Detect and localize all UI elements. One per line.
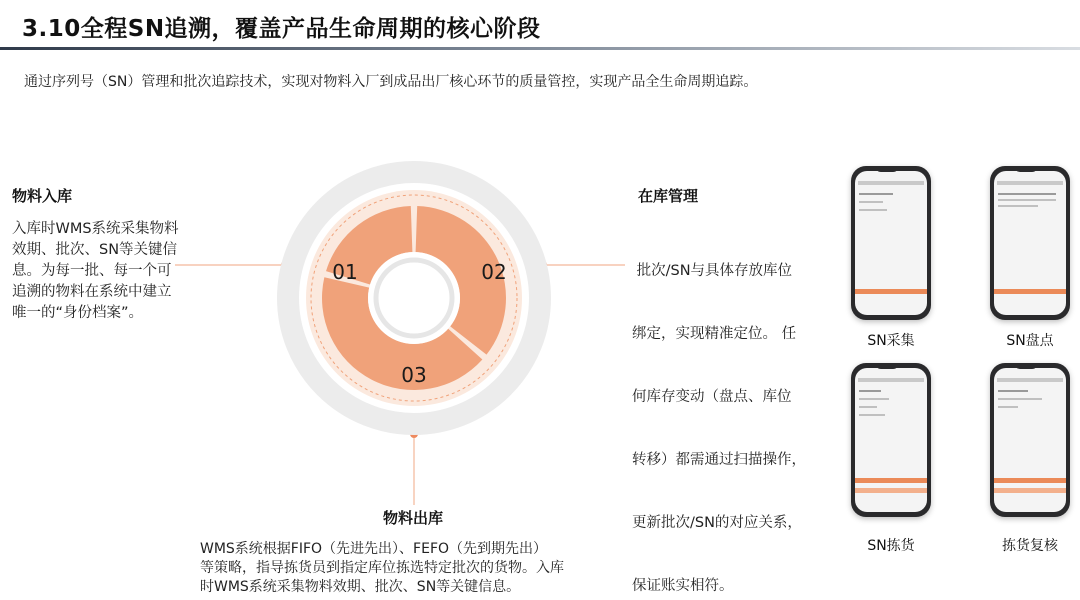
phone-caption: SN拣货 <box>867 538 915 554</box>
phone-sn-inventory-screen <box>990 166 1070 320</box>
segment-label-01: 01 <box>332 260 358 284</box>
phone-caption: SN采集 <box>867 333 915 349</box>
storage-line: 何库存变动（盘点、库位 <box>632 389 792 405</box>
inbound-body <box>12 219 179 324</box>
storage-line: 批次/SN与具体存放库位 <box>632 263 793 279</box>
outbound-title: 物料出库 <box>383 509 444 527</box>
outbound-line: 等策略，指导拣货员到指定库位拣选特定批次的货物。入库 <box>200 560 564 576</box>
storage-line: 更新批次/SN的对应关系， <box>632 515 802 531</box>
phone-caption: SN盘点 <box>1006 333 1054 349</box>
phone-sn-collect-screen <box>851 166 931 320</box>
storage-body <box>632 219 806 600</box>
storage-line: 保证账实相符。 <box>632 578 734 594</box>
page-title: 3.10全程SN追溯，覆盖产品生命周期的核心阶段 <box>22 16 541 42</box>
phone-sn-picking-screen <box>851 363 931 517</box>
center-white-ring <box>368 252 460 344</box>
inbound-line: 追溯的物料在系统中建立 <box>12 284 172 300</box>
storage-line: 转移）都需通过扫描操作， <box>632 452 806 468</box>
phone-caption: 拣货复核 <box>1002 538 1058 554</box>
inbound-title: 物料入库 <box>12 187 73 205</box>
storage-title: 在库管理 <box>638 187 699 205</box>
outbound-body <box>200 540 564 597</box>
inbound-line: 唯一的“身份档案”。 <box>12 305 144 321</box>
inbound-line: 效期、批次、SN等关键信 <box>12 242 178 258</box>
phone-picking-review-screen <box>990 363 1070 517</box>
outbound-line: 时WMS系统采集物料效期、批次、SN等关键信息。 <box>200 579 521 595</box>
segment-label-02: 02 <box>481 260 507 284</box>
outbound-line: WMS系统根据FIFO（先进先出）、FEFO（先到期先出） <box>200 541 548 557</box>
storage-line: 绑定，实现精准定位。 任 <box>632 326 797 342</box>
intro-text: 通过序列号（SN）管理和批次追踪技术，实现对物料入厂到成品出厂核心环节的质量管控，实现产品全生命周期追踪。 <box>24 74 758 90</box>
segment-label-03: 03 <box>401 363 427 387</box>
inbound-line: 入库时WMS系统采集物料 <box>12 221 179 237</box>
inbound-line: 息。为每一批、每一个可 <box>12 263 172 279</box>
